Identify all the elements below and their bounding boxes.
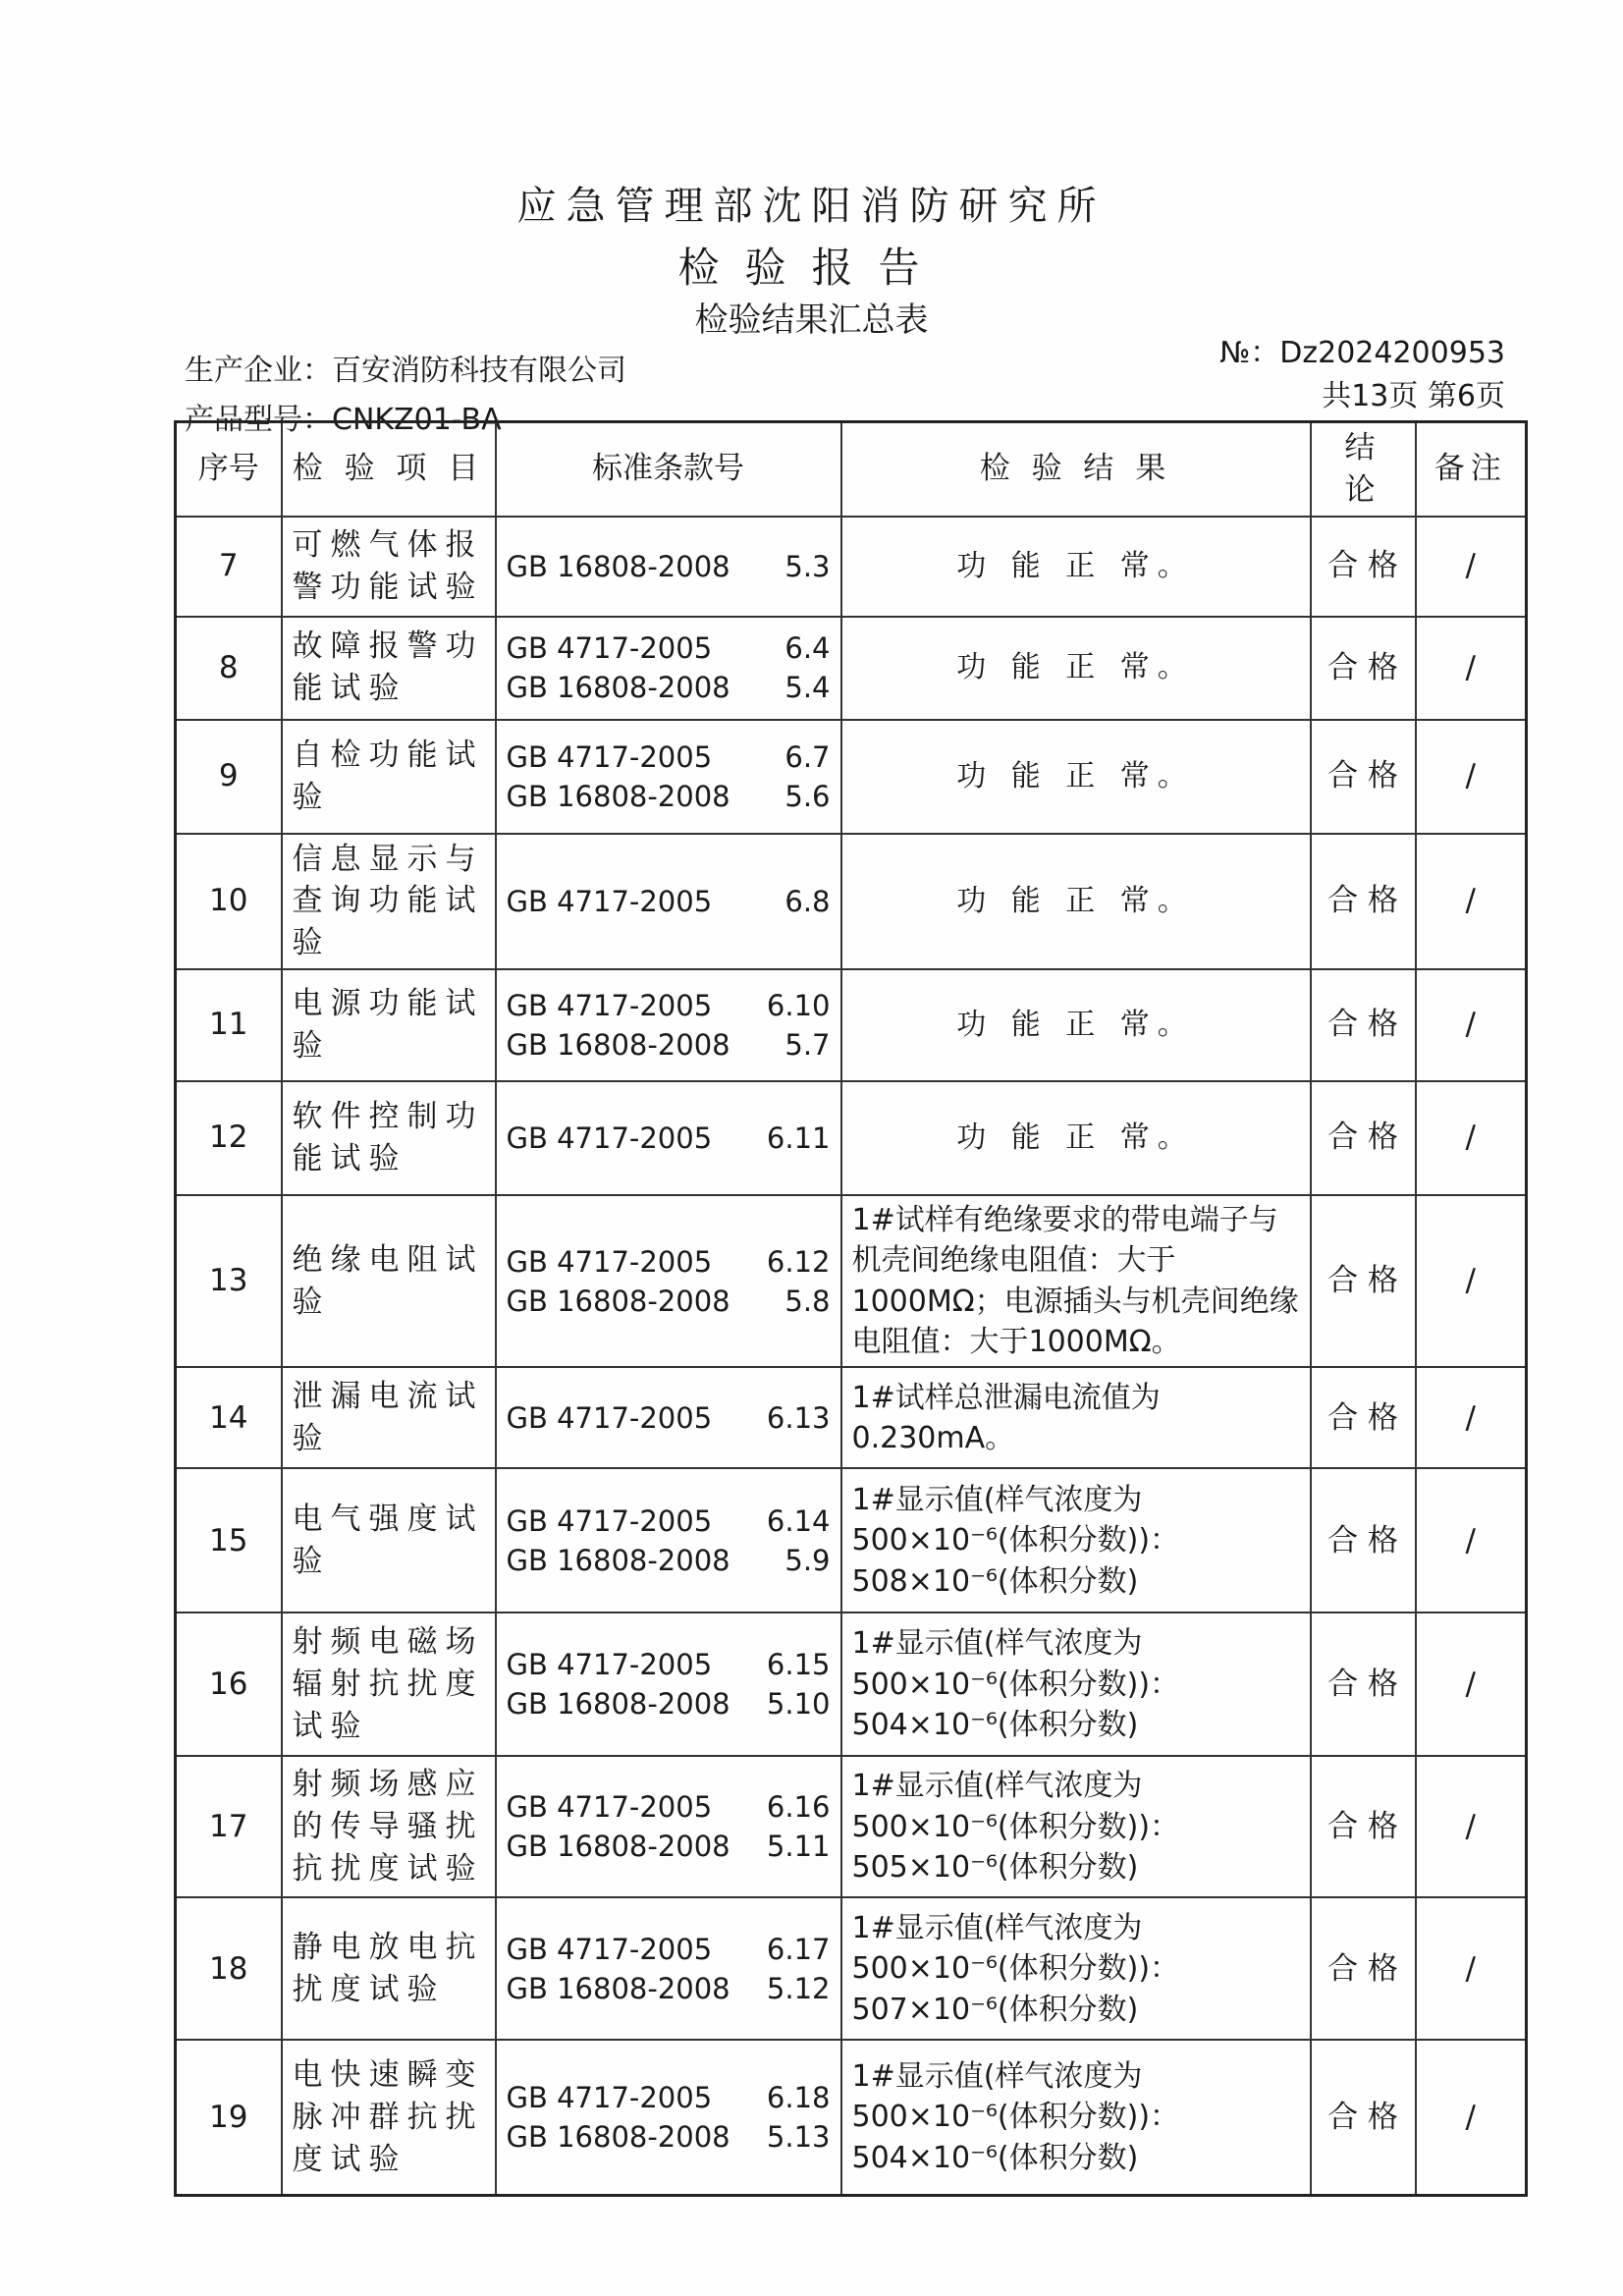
row-number: 14 — [176, 1367, 282, 1468]
test-item: 故障报警功能试验 — [282, 617, 496, 720]
row-number: 10 — [176, 834, 282, 969]
note: / — [1416, 617, 1527, 720]
conclusion: 合 格 — [1311, 1468, 1416, 1613]
test-item: 射频场感应的传导骚扰抗扰度试验 — [282, 1756, 496, 1897]
note: / — [1416, 2040, 1527, 2195]
clause-number: 5.13 — [766, 2120, 831, 2155]
col-item: 检 验 项 目 — [282, 422, 496, 517]
test-result: 1#显示值(样气浓度为 500×10⁻⁶(体积分数))：504×10⁻⁶(体积分数) — [841, 1613, 1311, 1756]
row-number: 9 — [176, 720, 282, 834]
clause-number: 6.12 — [766, 1244, 831, 1279]
page-count: 共13页 第6页 — [1322, 379, 1505, 413]
note: / — [1416, 1468, 1527, 1613]
standard-code: GB 4717-2005 — [506, 1244, 713, 1279]
conclusion: 合 格 — [1311, 969, 1416, 1081]
clause-number: 6.14 — [766, 1503, 831, 1538]
standard-clause — [496, 969, 841, 1081]
standard-code: GB 4717-2005 — [506, 988, 713, 1022]
table-row — [176, 1081, 1527, 1195]
note: / — [1416, 969, 1527, 1081]
test-result: 1#试样总泄漏电流值为0.230mA。 — [841, 1367, 1311, 1468]
row-number: 15 — [176, 1468, 282, 1613]
conclusion: 合 格 — [1311, 1195, 1416, 1368]
conclusion: 合 格 — [1311, 1613, 1416, 1756]
test-result: 1#显示值(样气浓度为 500×10⁻⁶(体积分数))：504×10⁻⁶(体积分数) — [841, 2040, 1311, 2195]
row-number: 16 — [176, 1613, 282, 1756]
note: / — [1416, 1195, 1527, 1368]
standard-clause — [496, 1081, 841, 1195]
clause-number: 5.8 — [784, 1284, 831, 1318]
col-no: 序号 — [176, 422, 282, 517]
table-row — [176, 969, 1527, 1081]
table-row — [176, 1897, 1527, 2040]
test-item: 软件控制功能试验 — [282, 1081, 496, 1195]
standard-code: GB 16808-2008 — [506, 1027, 730, 1062]
clause-number: 5.3 — [784, 549, 831, 583]
clause-number: 6.15 — [766, 1648, 831, 1682]
note: / — [1416, 1897, 1527, 2040]
standard-clause — [496, 1897, 841, 2040]
standard-code: GB 4717-2005 — [506, 1400, 713, 1435]
test-item: 可燃气体报警功能试验 — [282, 517, 496, 617]
row-number: 11 — [176, 969, 282, 1081]
clause-number: 5.7 — [784, 1027, 831, 1062]
table-row — [176, 1756, 1527, 1897]
table-row — [176, 1367, 1527, 1468]
clause-number: 5.9 — [784, 1543, 831, 1577]
product-model: 产品型号：CNKZ01-BA — [185, 403, 502, 437]
note: / — [1416, 720, 1527, 834]
col-standard: 标准条款号 — [496, 422, 841, 517]
standard-clause — [496, 2040, 841, 2195]
clause-number: 6.4 — [784, 631, 831, 666]
note: / — [1416, 1081, 1527, 1195]
note: / — [1416, 517, 1527, 617]
standard-code: GB 16808-2008 — [506, 549, 730, 583]
standard-code: GB 4717-2005 — [506, 631, 713, 666]
test-result: 1#显示值(样气浓度为 500×10⁻⁶(体积分数))：505×10⁻⁶(体积分数) — [841, 1756, 1311, 1897]
clause-number: 5.4 — [784, 671, 831, 705]
test-item: 绝缘电阻试验 — [282, 1195, 496, 1368]
standard-clause — [496, 517, 841, 617]
table-row — [176, 720, 1527, 834]
test-result: 功 能 正 常。 — [841, 969, 1311, 1081]
report-subtitle: 检验结果汇总表 — [694, 301, 929, 340]
test-result: 1#试样有绝缘要求的带电端子与机壳间绝缘电阻值：大于1000MΩ；电源插头与机壳间绝缘电阻值：大于1000MΩ。 — [841, 1195, 1311, 1368]
note: / — [1416, 834, 1527, 969]
clause-number: 6.17 — [766, 1932, 831, 1966]
standard-clause — [496, 720, 841, 834]
standard-code: GB 4717-2005 — [506, 1503, 713, 1538]
manufacturer: 生产企业：百安消防科技有限公司 — [185, 354, 626, 388]
results-table — [174, 420, 1528, 2197]
standard-code: GB 4717-2005 — [506, 1790, 713, 1825]
conclusion: 合 格 — [1311, 1897, 1416, 2040]
test-item: 信息显示与查询功能试验 — [282, 834, 496, 969]
row-number: 13 — [176, 1195, 282, 1368]
clause-number: 6.13 — [766, 1400, 831, 1435]
standard-code: GB 16808-2008 — [506, 2120, 730, 2155]
standard-clause — [496, 1468, 841, 1613]
standard-clause — [496, 1613, 841, 1756]
test-result: 功 能 正 常。 — [841, 834, 1311, 969]
row-number: 18 — [176, 1897, 282, 2040]
standard-code: GB 16808-2008 — [506, 779, 730, 813]
standard-code: GB 4717-2005 — [506, 2081, 713, 2115]
standard-code: GB 16808-2008 — [506, 1543, 730, 1577]
clause-number: 6.7 — [784, 739, 831, 774]
clause-number: 5.10 — [766, 1687, 831, 1722]
test-item: 静电放电抗扰度试验 — [282, 1897, 496, 2040]
conclusion: 合 格 — [1311, 1756, 1416, 1897]
table-row — [176, 834, 1527, 969]
table-row — [176, 617, 1527, 720]
standard-code: GB 16808-2008 — [506, 1971, 730, 2005]
test-item: 电快速瞬变脉冲群抗扰度试验 — [282, 2040, 496, 2195]
clause-number: 6.10 — [766, 988, 831, 1022]
note: / — [1416, 1756, 1527, 1897]
standard-clause — [496, 1195, 841, 1368]
standard-clause — [496, 1367, 841, 1468]
table-row — [176, 1195, 1527, 1368]
standard-clause — [496, 617, 841, 720]
standard-code: GB 16808-2008 — [506, 1830, 730, 1864]
standard-code: GB 16808-2008 — [506, 1284, 730, 1318]
conclusion: 合 格 — [1311, 2040, 1416, 2195]
note: / — [1416, 1613, 1527, 1756]
row-number: 8 — [176, 617, 282, 720]
standard-code: GB 4717-2005 — [506, 1121, 713, 1155]
col-note: 备注 — [1416, 422, 1527, 517]
standard-code: GB 4717-2005 — [506, 884, 713, 918]
table-row — [176, 1613, 1527, 1756]
conclusion: 合 格 — [1311, 720, 1416, 834]
table-row — [176, 1468, 1527, 1613]
clause-number: 6.16 — [766, 1790, 831, 1825]
conclusion: 合 格 — [1311, 834, 1416, 969]
clause-number: 6.18 — [766, 2081, 831, 2115]
standard-code: GB 4717-2005 — [506, 1932, 713, 1966]
conclusion: 合 格 — [1311, 517, 1416, 617]
table-row — [176, 517, 1527, 617]
row-number: 17 — [176, 1756, 282, 1897]
test-item: 射频电磁场辐射抗扰度试验 — [282, 1613, 496, 1756]
standard-code: GB 4717-2005 — [506, 1648, 713, 1682]
note: / — [1416, 1367, 1527, 1468]
row-number: 7 — [176, 517, 282, 617]
report-number: №：Dz2024200953 — [1219, 336, 1505, 370]
test-result: 功 能 正 常。 — [841, 517, 1311, 617]
test-item: 自检功能试验 — [282, 720, 496, 834]
test-result: 1#显示值(样气浓度为 500×10⁻⁶(体积分数))：508×10⁻⁶(体积分数) — [841, 1468, 1311, 1613]
conclusion: 合 格 — [1311, 1081, 1416, 1195]
test-result: 功 能 正 常。 — [841, 1081, 1311, 1195]
col-conclusion: 结 论 — [1311, 422, 1416, 517]
clause-number: 5.6 — [784, 779, 831, 813]
row-number: 12 — [176, 1081, 282, 1195]
test-item: 电源功能试验 — [282, 969, 496, 1081]
conclusion: 合 格 — [1311, 1367, 1416, 1468]
table-row — [176, 2040, 1527, 2195]
clause-number: 5.11 — [766, 1830, 831, 1864]
conclusion: 合 格 — [1311, 617, 1416, 720]
clause-number: 5.12 — [766, 1971, 831, 2005]
standard-code: GB 16808-2008 — [506, 1687, 730, 1722]
standard-code: GB 4717-2005 — [506, 739, 713, 774]
row-number: 19 — [176, 2040, 282, 2195]
test-result: 功 能 正 常。 — [841, 720, 1311, 834]
test-item: 泄漏电流试验 — [282, 1367, 496, 1468]
clause-number: 6.11 — [766, 1121, 831, 1155]
clause-number: 6.8 — [784, 884, 831, 918]
institute-title: 应急管理部沈阳消防研究所 — [516, 184, 1107, 229]
table-header — [176, 422, 1527, 517]
standard-clause — [496, 1756, 841, 1897]
col-result: 检 验 结 果 — [841, 422, 1311, 517]
report-title: 检验报告 — [677, 244, 946, 292]
test-result: 1#显示值(样气浓度为 500×10⁻⁶(体积分数))：507×10⁻⁶(体积分数) — [841, 1897, 1311, 2040]
standard-code: GB 16808-2008 — [506, 671, 730, 705]
test-result: 功 能 正 常。 — [841, 617, 1311, 720]
standard-clause — [496, 834, 841, 969]
test-item: 电气强度试验 — [282, 1468, 496, 1613]
